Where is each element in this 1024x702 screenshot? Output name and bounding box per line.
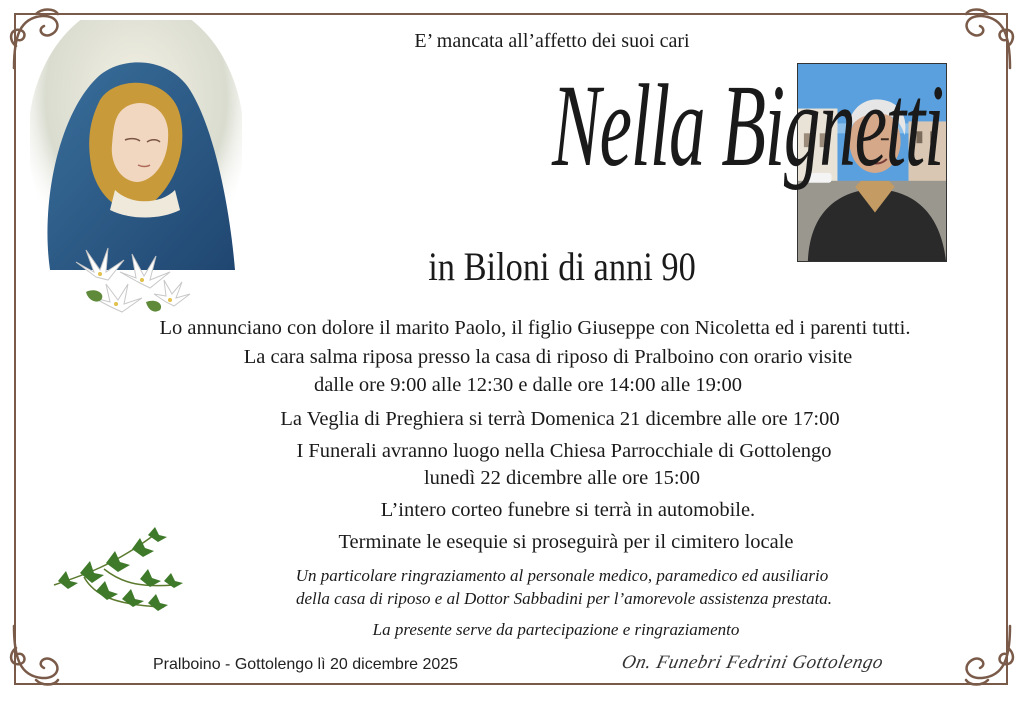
body-line-text: La cara salma riposa presso la casa di riposo di Pralboino con orario visite <box>243 346 853 368</box>
ivy-decoration <box>44 525 184 617</box>
body-line-text: Lo annunciano con dolore il marito Paolo, il figlio Giuseppe con Nicoletta ed i parenti tutti. <box>159 317 911 339</box>
lily-flowers <box>66 232 196 322</box>
body-line-text: I Funerali avranno luogo nella Chiesa Parrocchiale di Gottolengo <box>296 440 832 462</box>
deceased-name-text: Nella Bignetti <box>552 60 944 191</box>
body-line-text: L’intero corteo funebre si terrà in automobile. <box>380 499 756 521</box>
place-date: Pralboino - Gottolengo lì 20 dicembre 2025 <box>153 656 459 673</box>
body-line-text: La Veglia di Preghiera si terrà Domenica 21 dicembre alle ore 17:00 <box>280 408 840 430</box>
subtitle-text: in Biloni di anni 90 <box>428 244 696 289</box>
body-line-text: dalle ore 9:00 alle 12:30 e dalle ore 14:00 alle 19:00 <box>313 374 743 396</box>
thanks-line-text: della casa di riposo e al Dottor Sabbadini per l’amorevole assistenza prestata. <box>295 589 833 608</box>
corner-ornament <box>948 618 1018 688</box>
body-line-text: lunedì 22 dicembre alle ore 15:00 <box>423 467 701 489</box>
intro-line: E’ mancata all’affetto dei suoi cari <box>414 30 690 52</box>
corner-ornament <box>6 618 76 688</box>
thanks-line-text: Un particolare ringraziamento al personale medico, paramedico ed ausiliario <box>295 566 829 585</box>
thanks-line-text: La presente serve da partecipazione e ringraziamento <box>372 620 740 639</box>
funeral-agency: On. Funebri Fedrini Gottolengo <box>619 652 886 673</box>
body-line-text: Terminate le esequie si proseguirà per il cimitero locale <box>338 531 794 553</box>
